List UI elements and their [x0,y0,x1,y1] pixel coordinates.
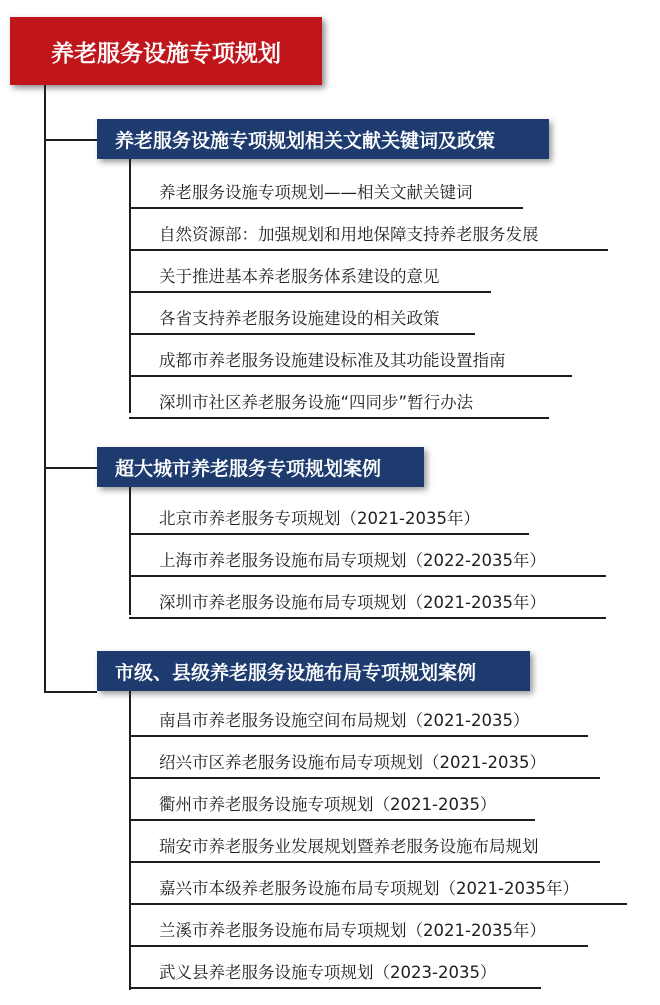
section-title-3: 市级、县级养老服务设施布局专项规划案例 [115,661,477,684]
branch-connector-3 [44,691,97,693]
list-item: 嘉兴市本级养老服务设施布局专项规划（2021-2035年） [129,875,627,905]
section-title-2: 超大城市养老服务专项规划案例 [115,457,382,480]
list-item: 关于推进基本养老服务体系建设的意见 [129,263,491,293]
list-item: 北京市养老服务专项规划（2021-2035年） [129,505,529,535]
section-header-1 [97,119,549,159]
list-item: 深圳市社区养老服务设施“四同步”暂行办法 [129,389,549,419]
list-item: 武义县养老服务设施专项规划（2023-2035） [129,959,541,989]
section-header-3 [97,651,530,691]
main-spine [44,85,46,693]
branch-connector-2 [44,467,97,469]
list-item: 上海市养老服务设施布局专项规划（2022-2035年） [129,547,606,577]
list-item: 养老服务设施专项规划——相关文献关键词 [129,179,523,209]
list-item: 南昌市养老服务设施空间布局规划（2021-2035） [129,707,588,737]
list-item: 深圳市养老服务设施布局专项规划（2021-2035年） [129,589,606,619]
list-item: 瑞安市养老服务业发展规划暨养老服务设施布局规划 [129,833,600,863]
root-title-box [10,17,322,85]
list-item: 自然资源部：加强规划和用地保障支持养老服务发展 [129,221,608,251]
list-item: 衢州市养老服务设施专项规划（2021-2035） [129,791,535,821]
section-header-2 [97,447,424,487]
list-item: 兰溪市养老服务设施布局专项规划（2021-2035年） [129,917,588,947]
branch-connector-1 [44,139,97,141]
root-title: 养老服务设施专项规划 [51,40,281,67]
section-title-1: 养老服务设施专项规划相关文献关键词及政策 [115,129,496,152]
list-item: 绍兴市区养老服务设施布局专项规划（2021-2035） [129,749,600,779]
list-item: 各省支持养老服务设施建设的相关政策 [129,305,475,335]
list-item: 成都市养老服务设施建设标准及其功能设置指南 [129,347,572,377]
